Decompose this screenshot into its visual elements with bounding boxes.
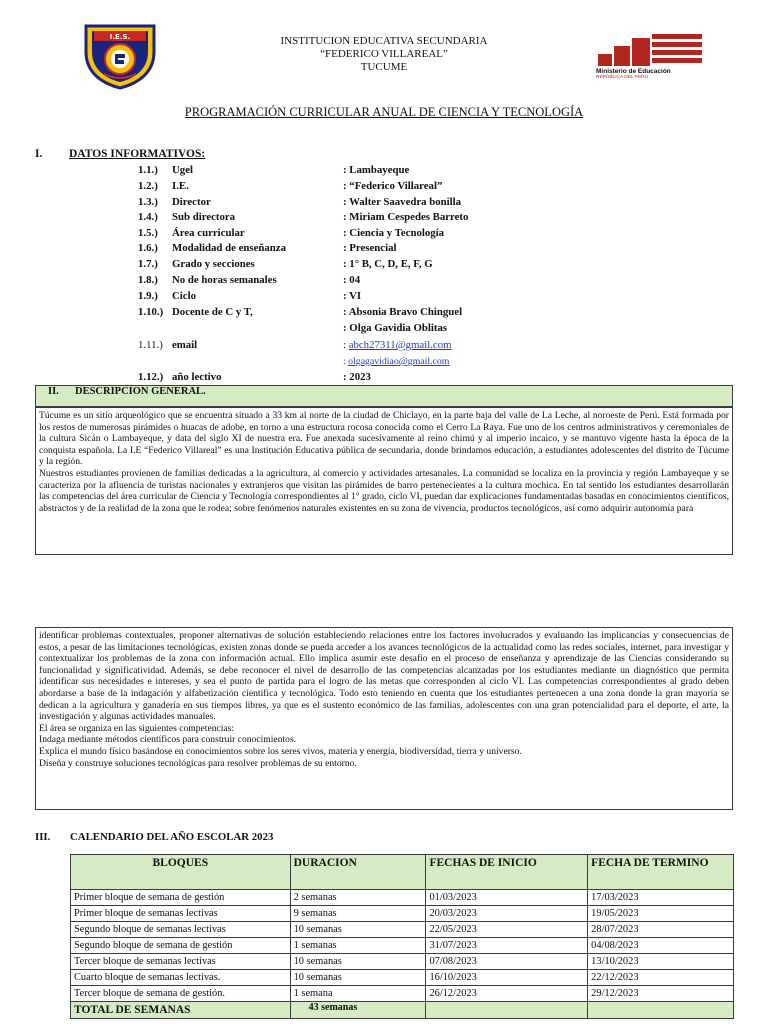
datos-num: 1.2.)	[138, 180, 158, 192]
datos-num: 1.5.)	[138, 227, 158, 239]
datos-value: : VI	[343, 290, 362, 302]
section3-heading: CALENDARIO DEL AÑO ESCOLAR 2023	[70, 831, 274, 843]
cell-bloque: Segundo bloque de semana de gestión	[71, 938, 291, 954]
cell-termino: 29/12/2023	[588, 986, 734, 1002]
total-value: 43 semanas	[290, 1002, 426, 1019]
column-header-bloques: BLOQUES	[71, 855, 291, 890]
datos-label: Docente de C y T,	[172, 306, 253, 318]
table-row	[71, 986, 734, 1002]
competencia-item: Explica el mundo físico basándose en conocimientos sobre los seres vivos, materia y energía, biodiversidad, tierra y universo.	[39, 745, 522, 757]
cell-inicio: 26/12/2023	[426, 986, 588, 1002]
calendar-header-row	[71, 855, 734, 890]
total-empty-cell	[426, 1002, 588, 1019]
datos-label: Ugel	[172, 164, 193, 176]
cell-duracion: 10 semanas	[290, 922, 426, 938]
datos-value: : “Federico Villareal”	[343, 180, 443, 192]
cell-inicio: 31/07/2023	[426, 938, 588, 954]
cell-termino: 22/12/2023	[588, 970, 734, 986]
datos-value: : Lambayeque	[343, 164, 410, 176]
table-row	[71, 890, 734, 906]
cell-termino: 28/07/2023	[588, 922, 734, 938]
datos-label: I.E.	[172, 180, 189, 192]
table-row	[71, 954, 734, 970]
section2-number: II.	[48, 386, 59, 397]
datos-label: Director	[172, 196, 211, 208]
calendar-table	[70, 854, 734, 1019]
cell-duracion: 9 semanas	[290, 906, 426, 922]
ministerio-country: REPÚBLICA DEL PERÚ	[596, 75, 649, 80]
cell-bloque: Tercer bloque de semanas lectivas	[71, 954, 291, 970]
cell-termino: 13/10/2023	[588, 954, 734, 970]
section3-number: III.	[35, 831, 51, 843]
datos-value: : Walter Saavedra bonilla	[343, 196, 462, 208]
table-row	[71, 922, 734, 938]
cell-inicio: 22/05/2023	[426, 922, 588, 938]
column-header-inicio: FECHAS DE INICIO	[426, 855, 588, 890]
datos-row	[0, 179, 768, 194]
datos-row	[0, 305, 768, 320]
datos-label: Grado y secciones	[172, 258, 255, 270]
email-value	[343, 338, 452, 353]
email-label: email	[172, 339, 198, 351]
page-title: PROGRAMACIÓN CURRICULAR ANUAL DE CIENCIA Y TECNOLOGÍA	[184, 105, 584, 119]
datos-row	[0, 195, 768, 210]
datos-value: : 04	[343, 274, 361, 286]
email-row	[0, 338, 768, 353]
total-row	[71, 1002, 734, 1019]
datos-num: 1.7.)	[138, 258, 158, 270]
table-row	[71, 938, 734, 954]
datos-num: 1.10.)	[138, 306, 164, 318]
cell-duracion: 1 semanas	[290, 938, 426, 954]
datos-value: : Ciencia y Tecnología	[343, 227, 445, 239]
school-name-line: “FEDERICO VILLAREAL”	[320, 48, 448, 60]
section1-number: I.	[35, 148, 43, 160]
cell-bloque: Primer bloque de semanas lectivas	[71, 906, 291, 922]
cell-inicio: 07/08/2023	[426, 954, 588, 970]
cell-duracion: 2 semanas	[290, 890, 426, 906]
school-location-line: TUCUME	[360, 61, 408, 73]
competencias-intro: El área se organiza en las siguientes competencias:	[39, 722, 235, 734]
datos-value: : Presencial	[343, 242, 397, 254]
cell-bloque: Segundo bloque de semanas lectivas	[71, 922, 291, 938]
description-box-2	[35, 627, 733, 810]
competencia-item: Diseña y construye soluciones tecnológicas para resolver problemas de su entorno.	[39, 757, 357, 769]
section1-heading-text: DATOS INFORMATIVOS:	[69, 148, 206, 160]
year-row	[0, 370, 768, 385]
datos-label: Ciclo	[172, 290, 196, 302]
cell-duracion: 1 semana	[290, 986, 426, 1002]
datos-row	[0, 163, 768, 178]
datos-num: 1.3.)	[138, 196, 158, 208]
total-label: TOTAL DE SEMANAS	[71, 1002, 291, 1019]
section1-heading	[69, 148, 205, 160]
datos-label: Área curricular	[172, 227, 245, 239]
year-value: : 2023	[343, 371, 371, 383]
cell-termino: 04/08/2023	[588, 938, 734, 954]
cell-duracion: 10 semanas	[290, 970, 426, 986]
svg-text:I.E.S.: I.E.S.	[109, 33, 131, 41]
cell-termino: 17/03/2023	[588, 890, 734, 906]
datos-value: : Olga Gavidia Oblitas	[343, 322, 448, 334]
ministerio-name: Ministerio de Educación	[596, 68, 671, 75]
school-type-line: INSTITUCION EDUCATIVA SECUNDARIA	[280, 35, 488, 47]
cell-inicio: 20/03/2023	[426, 906, 588, 922]
year-label: año lectivo	[172, 371, 222, 383]
datos-num: 1.9.)	[138, 290, 158, 302]
total-empty-cell	[588, 1002, 734, 1019]
cell-duracion: 10 semanas	[290, 954, 426, 970]
column-header-termino: FECHA DE TERMINO	[588, 855, 734, 890]
datos-label: Sub directora	[172, 211, 236, 223]
description-box-1	[35, 407, 733, 555]
datos-row	[0, 273, 768, 288]
email-num: 1.11.)	[138, 339, 163, 351]
datos-row	[0, 257, 768, 272]
datos-value: : Miriam Cespedes Barreto	[343, 211, 469, 223]
cell-inicio: 01/03/2023	[426, 890, 588, 906]
description-paragraph: identificar problemas contextuales, proponer alternativas de solución estableciendo relaciones entre los factores involucrados y evaluando las implicancias y consecuencias de estos, a pesar de las limitaciones tecnológicas, existen zonas donde se pueda acceder a los avances tecnológicos de la actualidad como las redes sociales, internet, para investigar y contextualizar los problemas de la zona con información actual. Ello implica asumir este desafío en el proceso de enseñanza y aprendizaje de las Ciencias considerando su funcionalidad y significatividad. Además, se debe reconocer el nivel de desarrollo de las competencias alcanzadas por los estudiantes mediante un diagnóstico que permita identificar sus necesidades e intereses, y sea el punto de partida para el logro de las metas que corresponden al ciclo VI. Las competencias correspondientes al grado deben abordarse a base de la indagación y alfabetización científica y tecnológica. Todo esto teniendo en cuenta que los estudiantes pertenecen a una zona donde la gran mayoría se dedican a la agricultura y ganadería en sus tiempos libres, ya que es el sustento económico de las familias, adolescentes con una gran potencialidad para el deporte, el arte, la investigación y algunas actividades manuales.	[39, 630, 729, 723]
table-row	[71, 906, 734, 922]
column-header-duracion: DURACION	[290, 855, 426, 890]
email-colon: :	[343, 339, 349, 351]
section2-heading: DESCRIPCION GENERAL.	[75, 386, 206, 397]
datos-label: Modalidad de enseñanza	[172, 242, 286, 254]
datos-value: : Absonia Bravo Chinguel	[343, 306, 463, 318]
email-value-2	[343, 354, 449, 369]
datos-value: : 1° B, C, D, E, F, G	[343, 258, 433, 270]
description-paragraph: Nuestros estudiantes provienen de familias dedicadas a la agricultura, al comercio y actividades artesanales. La comunidad se localiza en la provincia y región Lambayeque y se caracteriza por la afluencia de turistas nacionales y extranjeros que visitan las pirámides de barro pertenecientes a la cultura mochica. En tal sentido los estudiantes desarrollarán las competencias del área curricular de Ciencia y Tecnología correspondientes al 1° grado, ciclo VI, puedan dar explicaciones fundamentadas basadas en conocimientos científicos, abstractos y de la realidad de la zona que le rodea; sobre fenómenos naturales existentes en su zona de vivencia, productos tecnológicos, así como adquirir autonomía para	[39, 467, 729, 514]
datos-num: 1.8.)	[138, 274, 158, 286]
datos-num: 1.1.)	[138, 164, 158, 176]
datos-num: 1.6.)	[138, 242, 158, 254]
table-row	[71, 970, 734, 986]
cell-bloque: Cuarto bloque de semanas lectivas.	[71, 970, 291, 986]
cell-inicio: 16/10/2023	[426, 970, 588, 986]
year-num: 1.12.)	[138, 371, 164, 383]
datos-row	[0, 241, 768, 256]
competencia-item: Indaga mediante métodos científicos para construir conocimientos.	[39, 734, 297, 746]
cell-termino: 19/05/2023	[588, 906, 734, 922]
datos-row	[0, 289, 768, 304]
datos-row	[0, 210, 768, 225]
datos-num: 1.4.)	[138, 211, 158, 223]
datos-row	[0, 321, 768, 336]
cell-bloque: Tercer bloque de semana de gestión.	[71, 986, 291, 1002]
cell-bloque: Primer bloque de semana de gestión	[71, 890, 291, 906]
email-link-1[interactable]: abch27311@gmail.com	[348, 339, 452, 351]
email-row-2	[0, 354, 768, 369]
email-link-2[interactable]: olgagavidiao@gmail.com	[348, 356, 450, 367]
description-paragraph: Túcume es un sitio arqueológico que se encuentra situado a 33 km al norte de la ciudad de Chiclayo, en la parte baja del valle de La Leche, al noroeste de Perú. Está formada por los restos de numerosas pirámides o huacas de adobe, en torno a una estructura rocosa conocida como el Cerro La Raya. Fue uno de los centros administrativos y ceremoniales de la cultura Sicán o Lambayeque, y data del siglo XI de nuestra era. Fue anexada sucesivamente al reino chimú y al imperio incaico, y se mantuvo vigente hasta la época de la conquista española. La I.E “Federico Villareal” es una Institución Educativa pública de secundaria, donde brindamos educación, a estudiantes adolescentes del distrito de Túcume y la región.	[39, 410, 729, 468]
datos-row	[0, 226, 768, 241]
email-colon-2: :	[343, 356, 349, 367]
datos-label: No de horas semanales	[172, 274, 277, 286]
